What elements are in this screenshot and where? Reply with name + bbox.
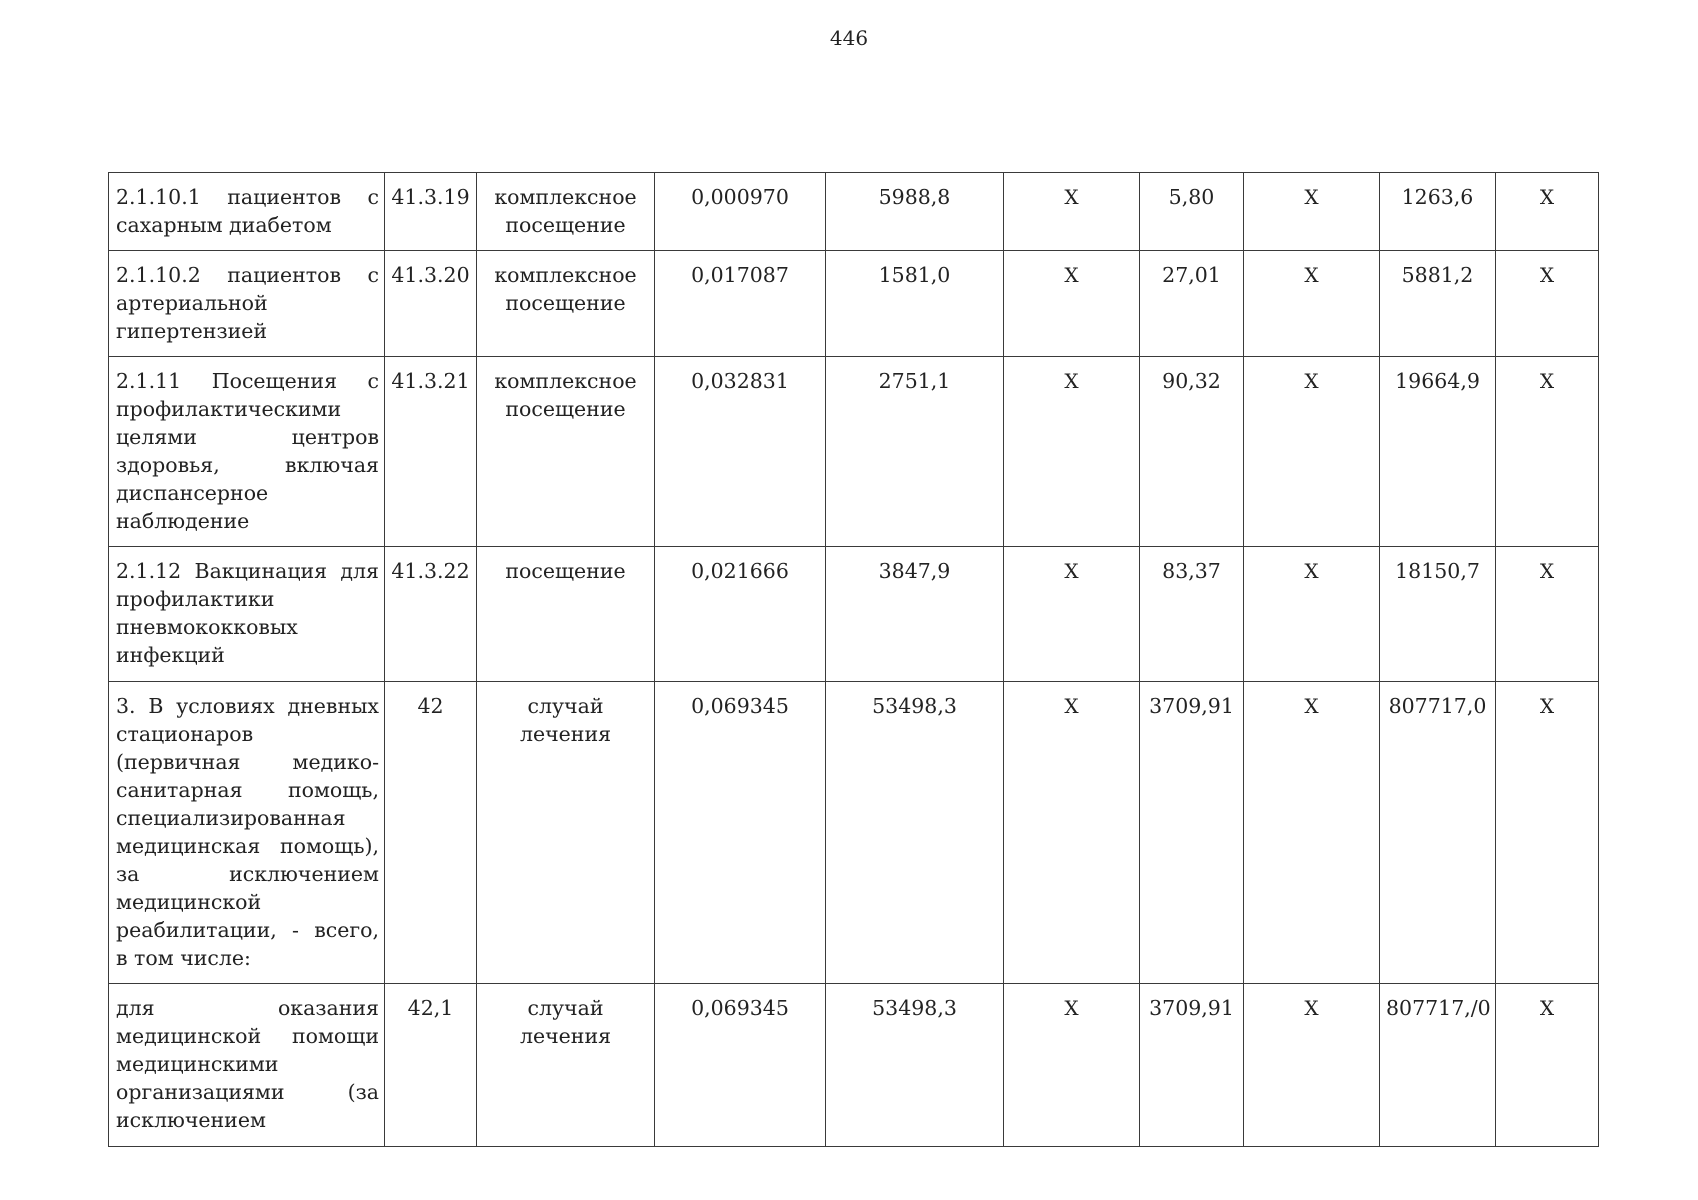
cell-x: X [1496,682,1599,984]
cell-code: 42 [385,682,477,984]
cell-x: X [1004,682,1140,984]
cell-value: 0,000970 [655,173,826,251]
cell-value: 19664,9 [1380,357,1496,547]
cell-name: 2.1.12 Вакцинация для профилактики пневмококковых инфекций [109,547,385,682]
cell-value: 0,021666 [655,547,826,682]
cell-value: 1581,0 [826,251,1004,357]
cell-x: X [1496,251,1599,357]
table-row [109,984,1599,1147]
cell-x: X [1244,173,1380,251]
cell-value: 0,069345 [655,984,826,1147]
page-number: 446 [829,26,869,50]
cell-x: X [1004,173,1140,251]
cell-value: 0,017087 [655,251,826,357]
cell-code: 42,1 [385,984,477,1147]
cell-x: X [1244,357,1380,547]
cell-unit: посещение [477,547,655,682]
cell-value: 90,32 [1140,357,1244,547]
cell-code: 41.3.19 [385,173,477,251]
cell-unit: комплексное посещение [477,357,655,547]
cell-code: 41.3.21 [385,357,477,547]
cell-name: 2.1.11 Посещения с профилактическими целями центров здоровья, включая диспансерное наблюдение [109,357,385,547]
cell-code: 41.3.20 [385,251,477,357]
cell-value: 807717,/0 [1380,984,1496,1147]
cell-code: 41.3.22 [385,547,477,682]
cell-x: X [1244,547,1380,682]
cell-name: для оказания медицинской помощи медицинскими организациями (за исключением [109,984,385,1147]
cell-value: 0,069345 [655,682,826,984]
cell-x: X [1244,984,1380,1147]
cell-x: X [1244,682,1380,984]
cell-value: 3709,91 [1140,682,1244,984]
cell-value: 5881,2 [1380,251,1496,357]
cell-value: 5,80 [1140,173,1244,251]
table-row [109,173,1599,251]
cell-value: 2751,1 [826,357,1004,547]
table-row [109,357,1599,547]
cell-value: 83,37 [1140,547,1244,682]
cell-unit: случай лечения [477,682,655,984]
cell-x: X [1004,357,1140,547]
cell-value: 27,01 [1140,251,1244,357]
cell-value: 5988,8 [826,173,1004,251]
cell-unit: комплексное посещение [477,251,655,357]
table-row [109,251,1599,357]
cell-name: 3. В условиях дневных стационаров (первичная медико-санитарная помощь, специализированная медицинская помощь), за исключением медицинской реабилитации, - всего, в том числе: [109,682,385,984]
cell-x: X [1496,357,1599,547]
cell-value: 53498,3 [826,682,1004,984]
cell-value: 0,032831 [655,357,826,547]
cell-x: X [1496,547,1599,682]
data-table [108,172,1599,1147]
cell-name: 2.1.10.1 пациентов с сахарным диабетом [109,173,385,251]
cell-x: X [1004,547,1140,682]
table-row [109,682,1599,984]
table-row [109,547,1599,682]
cell-value: 807717,0 [1380,682,1496,984]
cell-x: X [1004,251,1140,357]
cell-unit: комплексное посещение [477,173,655,251]
cell-value: 18150,7 [1380,547,1496,682]
cell-unit: случай лечения [477,984,655,1147]
cell-name: 2.1.10.2 пациентов с артериальной гипертензией [109,251,385,357]
cell-x: X [1244,251,1380,357]
cell-value: 3847,9 [826,547,1004,682]
cell-x: X [1496,984,1599,1147]
cell-x: X [1004,984,1140,1147]
cell-value: 3709,91 [1140,984,1244,1147]
cell-value: 1263,6 [1380,173,1496,251]
cell-value: 53498,3 [826,984,1004,1147]
cell-x: X [1496,173,1599,251]
